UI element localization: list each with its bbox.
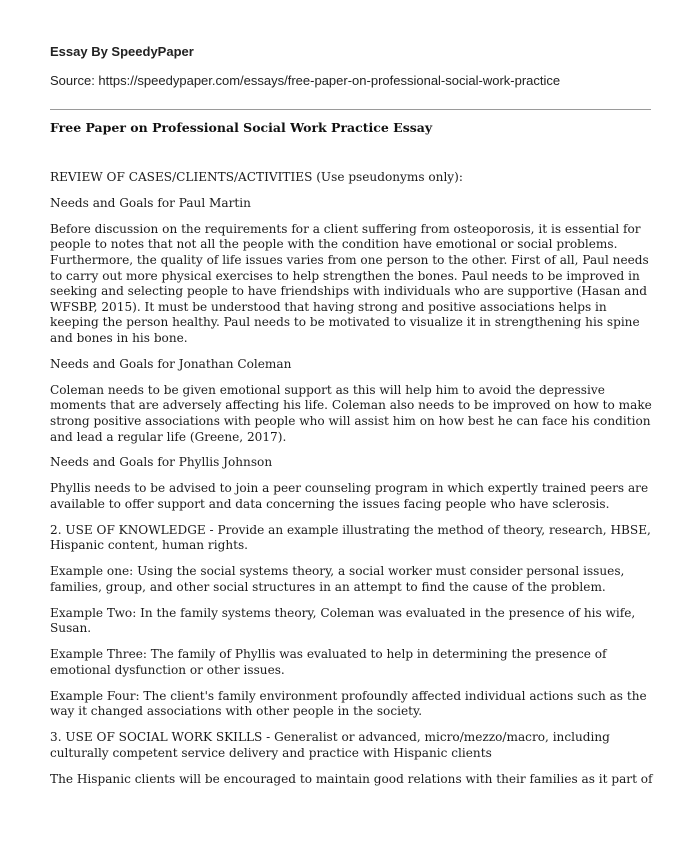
paragraph: Before discussion on the requirements for a client suffering from osteoporosis, it is essential for people to notes that not all the people with the condition have emotional or social problems. Furthermore, the quality of life issues varies from one person to the other. First of all, Paul needs to carry out more physical exercises to help strengthen the bones. Paul needs to be improved in seeking and selecting people to have friendships with individuals who are supportive (Hasan and WFSBP, 2015). It must be understood that having strong and positive associations helps in keeping the person healthy. Paul needs to be motivated to visualize it in strengthening his spine and bones in his bone. <box>50 221 649 345</box>
document-body <box>50 170 654 798</box>
subheading: Needs and Goals for Jonathan Coleman <box>50 356 292 371</box>
subheading: Needs and Goals for Phyllis Johnson <box>50 455 273 470</box>
document-title: Free Paper on Professional Social Work Practice Essay <box>50 120 433 135</box>
paragraph: Phyllis needs to be advised to join a peer counseling program in which expertly trained peers are available to offer support and data concerning the issues facing people who have sclerosis. <box>50 481 649 511</box>
header-divider <box>50 109 651 110</box>
source-url: Source: https://speedypaper.com/essays/free-paper-on-professional-social-work-practice <box>50 73 561 88</box>
paragraph: Example one: Using the social systems theory, a social worker must consider personal issues, families, group, and other social structures in an attempt to find the cause of the problem. <box>50 564 625 594</box>
paragraph: The Hispanic clients will be encouraged to maintain good relations with their families as it part of <box>50 771 653 786</box>
subheading: Needs and Goals for Paul Martin <box>50 195 251 210</box>
paragraph: Example Four: The client's family environment profoundly affected individual actions such as the way it changed associations with other people in the society. <box>50 688 647 719</box>
section-heading: 3. USE OF SOCIAL WORK SKILLS - Generalist or advanced, micro/mezzo/macro, including culturally competent service delivery and practice with Hispanic clients <box>50 730 610 760</box>
section-heading: REVIEW OF CASES/CLIENTS/ACTIVITIES (Use pseudonyms only): <box>50 170 463 184</box>
paragraph: Coleman needs to be given emotional support as this will help him to avoid the depressive moments that are adversely affecting his life. Coleman also needs to be improved on how to make strong positive associations with people who will assist him on how best he can face his condition and lead a regular life (Greene, 2017). <box>50 382 652 444</box>
section-heading: 2. USE OF KNOWLEDGE - Provide an example illustrating the method of theory, research, HBSE, Hispanic content, human rights. <box>50 522 651 553</box>
paragraph: Example Two: In the family systems theory, Coleman was evaluated in the presence of his wife, Susan. <box>50 605 636 636</box>
paragraph: Example Three: The family of Phyllis was evaluated to help in determining the presence of emotional dysfunction or other issues. <box>50 647 607 677</box>
publisher-title: Essay By SpeedyPaper <box>50 44 194 59</box>
